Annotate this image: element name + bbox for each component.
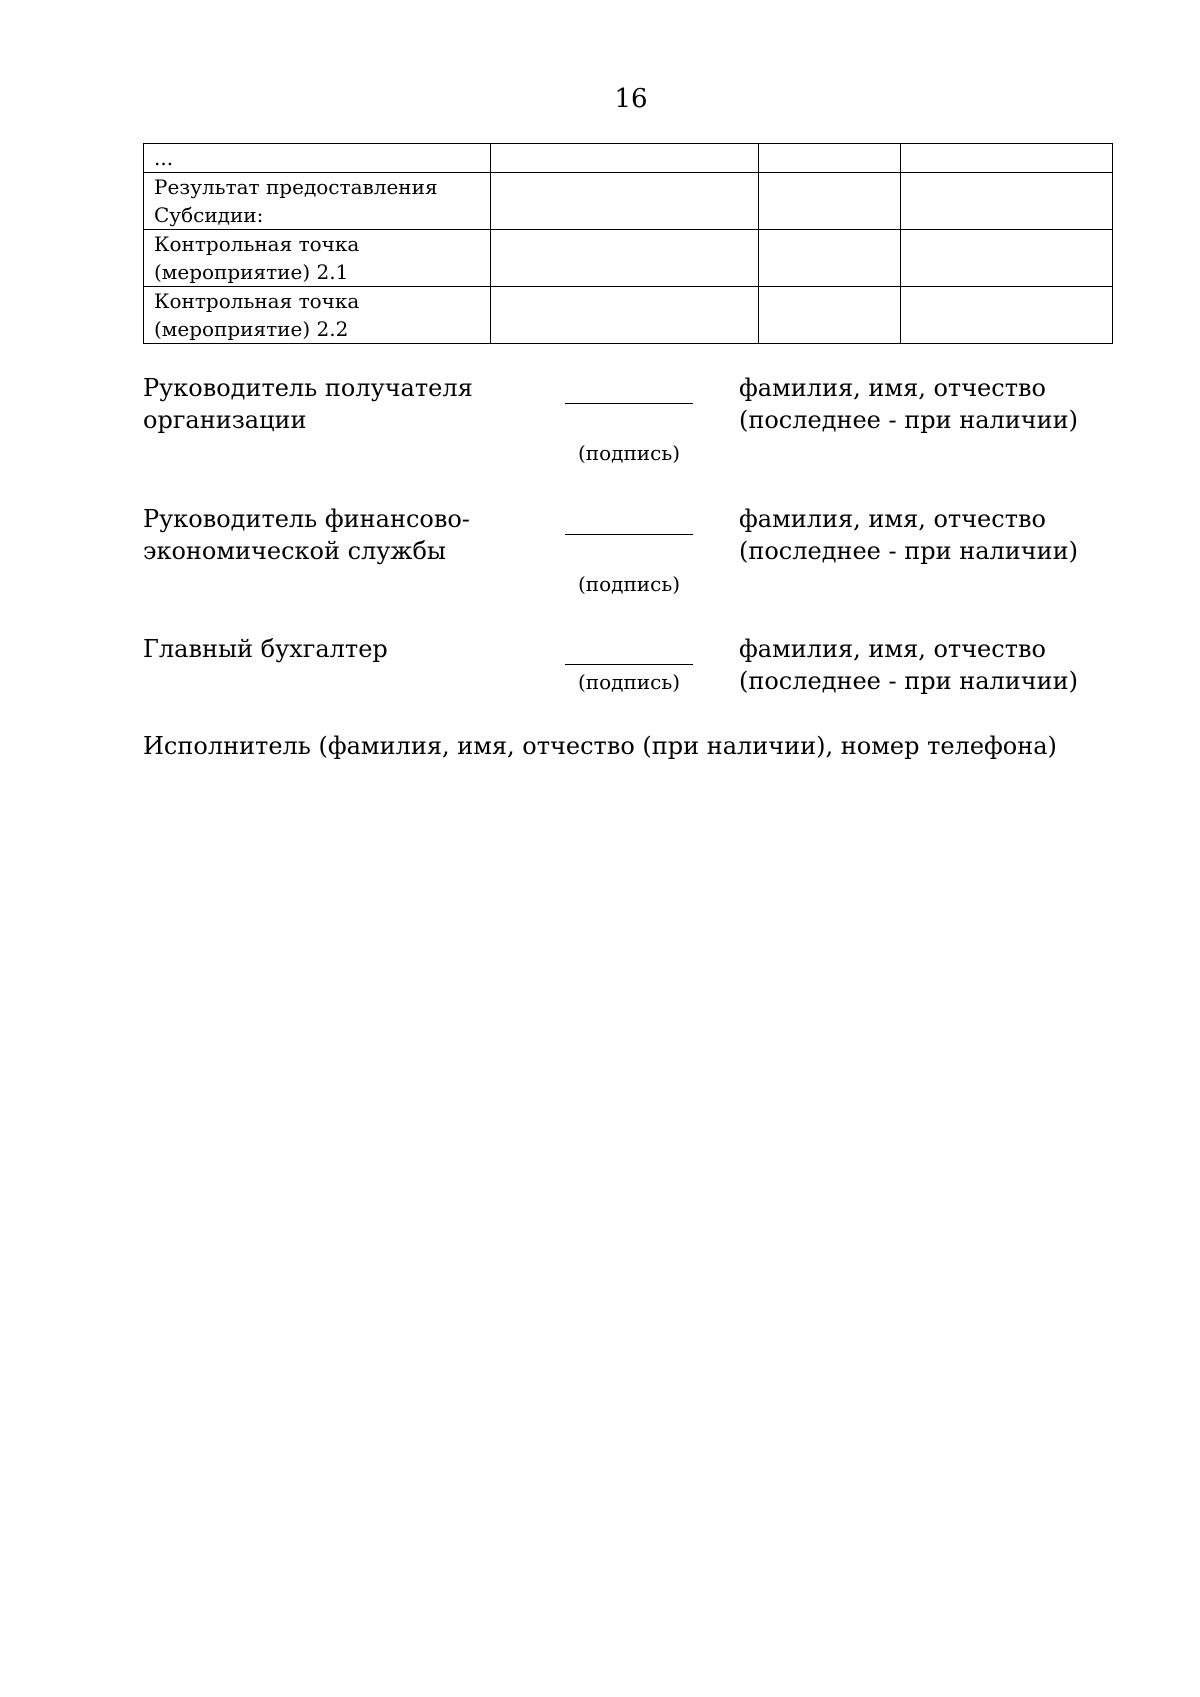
signature-role-line: Руководитель получателя (143, 374, 473, 402)
signature-fio-line: (последнее - при наличии) (739, 667, 1078, 695)
signature-role-line: Главный бухгалтер (143, 635, 388, 663)
signature-role (143, 372, 543, 436)
table-cell: Контрольная точка (мероприятие) 2.2 (144, 287, 491, 344)
table-cell (491, 230, 759, 287)
signature-fio-line: (последнее - при наличии) (739, 537, 1078, 565)
table-cell: ... (144, 144, 491, 173)
table-cell (491, 173, 759, 230)
signature-fio-line: фамилия, имя, отчество (739, 505, 1046, 533)
table-row (144, 144, 1113, 173)
signature-line (565, 664, 693, 665)
signature-role-line: организации (143, 406, 307, 434)
table-cell (901, 287, 1113, 344)
table-row (144, 173, 1113, 230)
signature-fio-line: фамилия, имя, отчество (739, 635, 1046, 663)
table-row (144, 287, 1113, 344)
signature-line (565, 403, 693, 404)
table-cell: Контрольная точка (мероприятие) 2.1 (144, 230, 491, 287)
table-cell (759, 287, 901, 344)
table-cell (759, 144, 901, 173)
executor-line: Исполнитель (фамилия, имя, отчество (при наличии), номер телефона) (143, 732, 1057, 760)
signature-fio (739, 633, 1119, 697)
signature-caption: (подпись) (577, 441, 681, 465)
signature-caption: (подпись) (577, 572, 681, 596)
signature-role-line: Руководитель финансово- (143, 505, 470, 533)
signature-fio-line: фамилия, имя, отчество (739, 374, 1046, 402)
table-row (144, 230, 1113, 287)
signature-caption: (подпись) (577, 670, 681, 694)
report-table (143, 143, 1113, 344)
table-cell (759, 230, 901, 287)
signature-line (565, 534, 693, 535)
table-cell: Результат предоставления Субсидии: (144, 173, 491, 230)
table-cell (491, 144, 759, 173)
table-cell (759, 173, 901, 230)
table-cell (901, 173, 1113, 230)
signature-fio (739, 503, 1119, 567)
signature-fio-line: (последнее - при наличии) (739, 406, 1078, 434)
table-cell (901, 144, 1113, 173)
page-number: 16 (614, 84, 648, 114)
signature-fio (739, 372, 1119, 436)
table-cell (901, 230, 1113, 287)
table-cell (491, 287, 759, 344)
signature-role (143, 633, 543, 665)
signature-role-line: экономической службы (143, 537, 447, 565)
signature-role (143, 503, 543, 567)
